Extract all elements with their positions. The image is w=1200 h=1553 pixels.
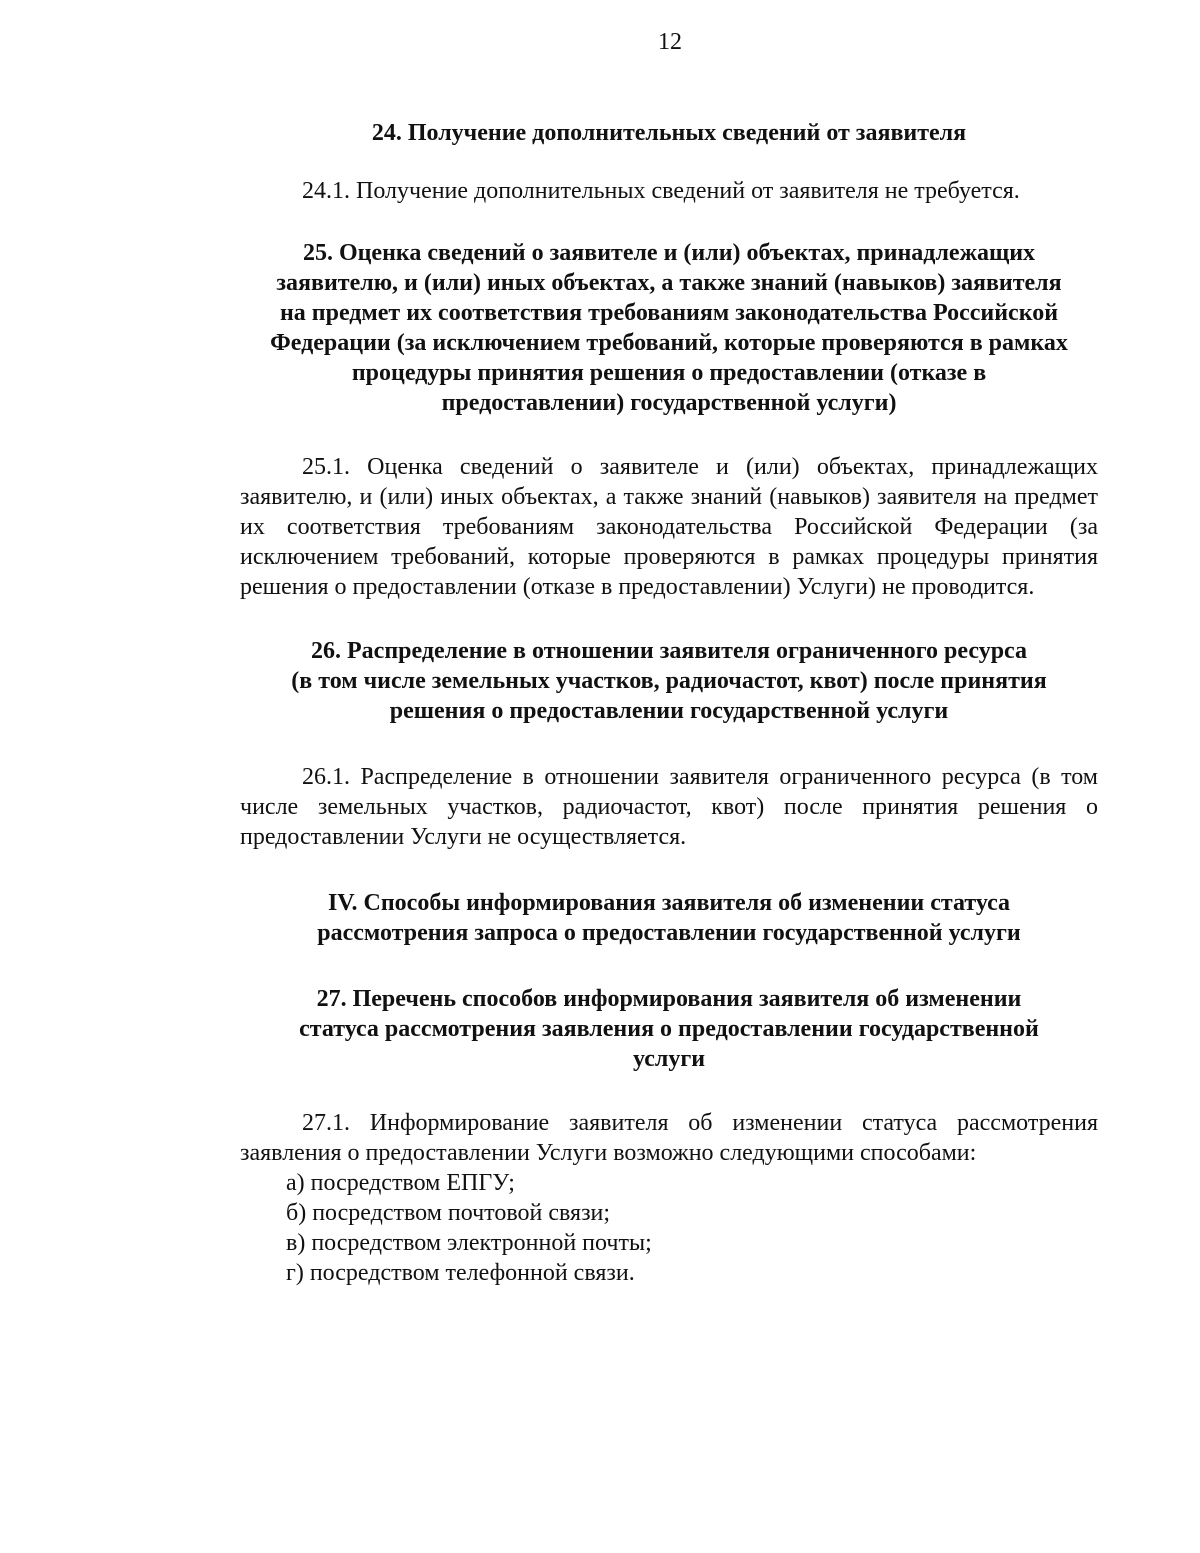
page-number: 12 [658, 29, 682, 55]
section-26-heading [240, 636, 1098, 726]
list-item: б) посредством почтовой связи; [286, 1200, 611, 1226]
heading-line: процедуры принятия решения о предоставлении (отказе в [351, 360, 987, 386]
heading-line: 27. Перечень способов информирования заявителя об изменении [316, 986, 1022, 1012]
section-27-paragraph: 27.1. Информирование заявителя об изменении статуса рассмотрения заявления о предоставлении Услуги возможно следующими способами: [240, 1110, 1098, 1166]
document-body [240, 118, 1098, 1288]
heading-line: статуса рассмотрения заявления о предоставлении государственной [299, 1016, 1039, 1042]
section-25-paragraph: 25.1. Оценка сведений о заявителе и (или) объектах, принадлежащих заявителю, и (или) иных объектах, а также знаний (навыков) заявителя на предмет их соответствия требованиям законодательства Российской Федерации (за исключением требований, которые проверяются в рамках процедуры принятия решения о предоставлении (отказе в предоставлении) Услуги) не проводится. [240, 454, 1098, 600]
heading-line: услуги [632, 1046, 706, 1072]
heading-line: 26. Распределение в отношении заявителя ограниченного ресурса [311, 638, 1027, 664]
heading-line: заявителю, и (или) иных объектах, а также знаний (навыков) заявителя [276, 270, 1062, 296]
heading-line: предоставлении) государственной услуги) [441, 390, 897, 416]
list-item: а) посредством ЕПГУ; [286, 1170, 515, 1196]
heading-line: Федерации (за исключением требований, которые проверяются в рамках [270, 330, 1068, 356]
heading-line: рассмотрения запроса о предоставлении государственной услуги [317, 920, 1021, 946]
section-24-heading: 24. Получение дополнительных сведений от заявителя [371, 120, 967, 146]
heading-line: на предмет их соответствия требованиям законодательства Российской [279, 300, 1059, 326]
notification-methods-list [240, 1168, 1098, 1288]
chapter-iv-heading [240, 888, 1098, 948]
heading-line: IV. Способы информирования заявителя об изменении статуса [327, 890, 1011, 916]
heading-line: решения о предоставлении государственной услуги [389, 698, 949, 724]
list-item: г) посредством телефонной связи. [286, 1260, 635, 1286]
section-25-heading [240, 238, 1098, 418]
section-24-paragraph: 24.1. Получение дополнительных сведений от заявителя не требуется. [302, 178, 1020, 204]
list-item: в) посредством электронной почты; [286, 1230, 652, 1256]
heading-line: (в том числе земельных участков, радиочастот, квот) после принятия [291, 668, 1047, 694]
heading-line: 25. Оценка сведений о заявителе и (или) объектах, принадлежащих [302, 240, 1036, 266]
section-26-paragraph: 26.1. Распределение в отношении заявителя ограниченного ресурса (в том числе земельных участков, радиочастот, квот) после принятия решения о предоставлении Услуги не осуществляется. [240, 764, 1098, 850]
section-27-heading [240, 984, 1098, 1074]
